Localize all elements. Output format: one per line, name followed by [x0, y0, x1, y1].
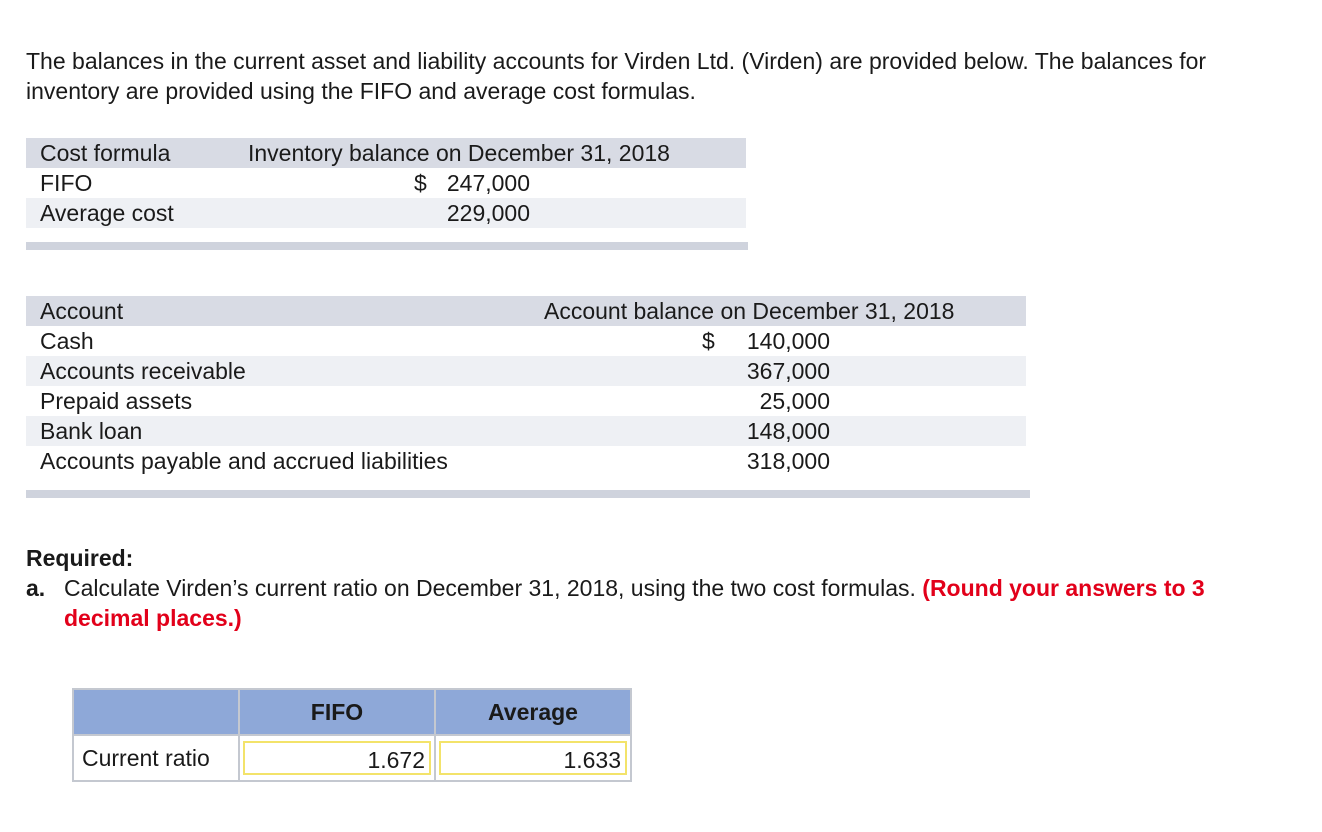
account-name-cell: Prepaid assets — [40, 388, 193, 414]
inventory-balance-header: Inventory balance on December 31, 2018 — [248, 140, 670, 166]
requirement-text: Calculate Virden’s current ratio on December 31, 2018, using the two cost formulas. — [64, 575, 916, 601]
requirement-letter: a. — [26, 575, 46, 601]
table-row — [26, 446, 1026, 476]
rounding-instruction: (Round your answers to 3 decimal places.) — [64, 575, 1205, 631]
intro-paragraph: The balances in the current asset and liability accounts for Virden Ltd. (Virden) are provided below. The balances for inventory are provided using the FIFO and average cost formulas. — [26, 48, 1207, 104]
account-balance-header: Account balance on December 31, 2018 — [544, 298, 955, 324]
table-row — [26, 198, 746, 228]
average-ratio-input[interactable]: 1.633 — [439, 741, 627, 775]
currency-symbol: $ — [414, 170, 427, 196]
inventory-table — [26, 138, 748, 252]
account-balance-cell: 148,000 — [746, 418, 830, 444]
answer-table — [72, 688, 632, 782]
table-row — [26, 386, 1026, 416]
table-row — [73, 735, 631, 781]
account-name-cell: Cash — [40, 328, 94, 354]
blank-header-cell — [73, 689, 239, 735]
account-header: Account — [40, 298, 124, 324]
current-ratio-label: Current ratio — [73, 735, 239, 781]
inventory-balance-cell: 247,000 — [446, 170, 530, 196]
fifo-ratio-input[interactable]: 1.672 — [243, 741, 431, 775]
cost-formula-cell: FIFO — [40, 170, 93, 196]
average-answer-cell — [435, 735, 631, 781]
fifo-column-header: FIFO — [239, 689, 435, 735]
account-name-cell: Accounts receivable — [40, 358, 246, 384]
fifo-answer-cell — [239, 735, 435, 781]
cost-formula-cell: Average cost — [40, 200, 174, 226]
account-balance-cell: 367,000 — [746, 358, 830, 384]
required-section — [26, 543, 1286, 633]
inventory-balance-cell: 229,000 — [446, 200, 530, 226]
account-name-cell: Accounts payable and accrued liabilities — [40, 448, 448, 474]
currency-symbol: $ — [702, 328, 715, 354]
table-row — [26, 356, 1026, 386]
accounts-header-row — [26, 296, 1026, 326]
account-balance-cell: 25,000 — [759, 388, 830, 414]
table-divider — [26, 242, 748, 250]
table-row — [26, 416, 1026, 446]
inventory-header-row — [26, 138, 746, 168]
table-row — [26, 326, 1026, 356]
account-name-cell: Bank loan — [40, 418, 143, 444]
average-column-header: Average — [435, 689, 631, 735]
cost-formula-header: Cost formula — [40, 140, 171, 166]
account-balance-cell: 318,000 — [746, 448, 830, 474]
table-divider — [26, 490, 1030, 498]
table-row — [26, 168, 746, 198]
answer-header-row — [73, 689, 631, 735]
account-balance-cell: 140,000 — [746, 328, 830, 354]
accounts-table — [26, 296, 1030, 501]
required-title: Required: — [26, 545, 134, 571]
requirement-a — [26, 573, 1286, 633]
